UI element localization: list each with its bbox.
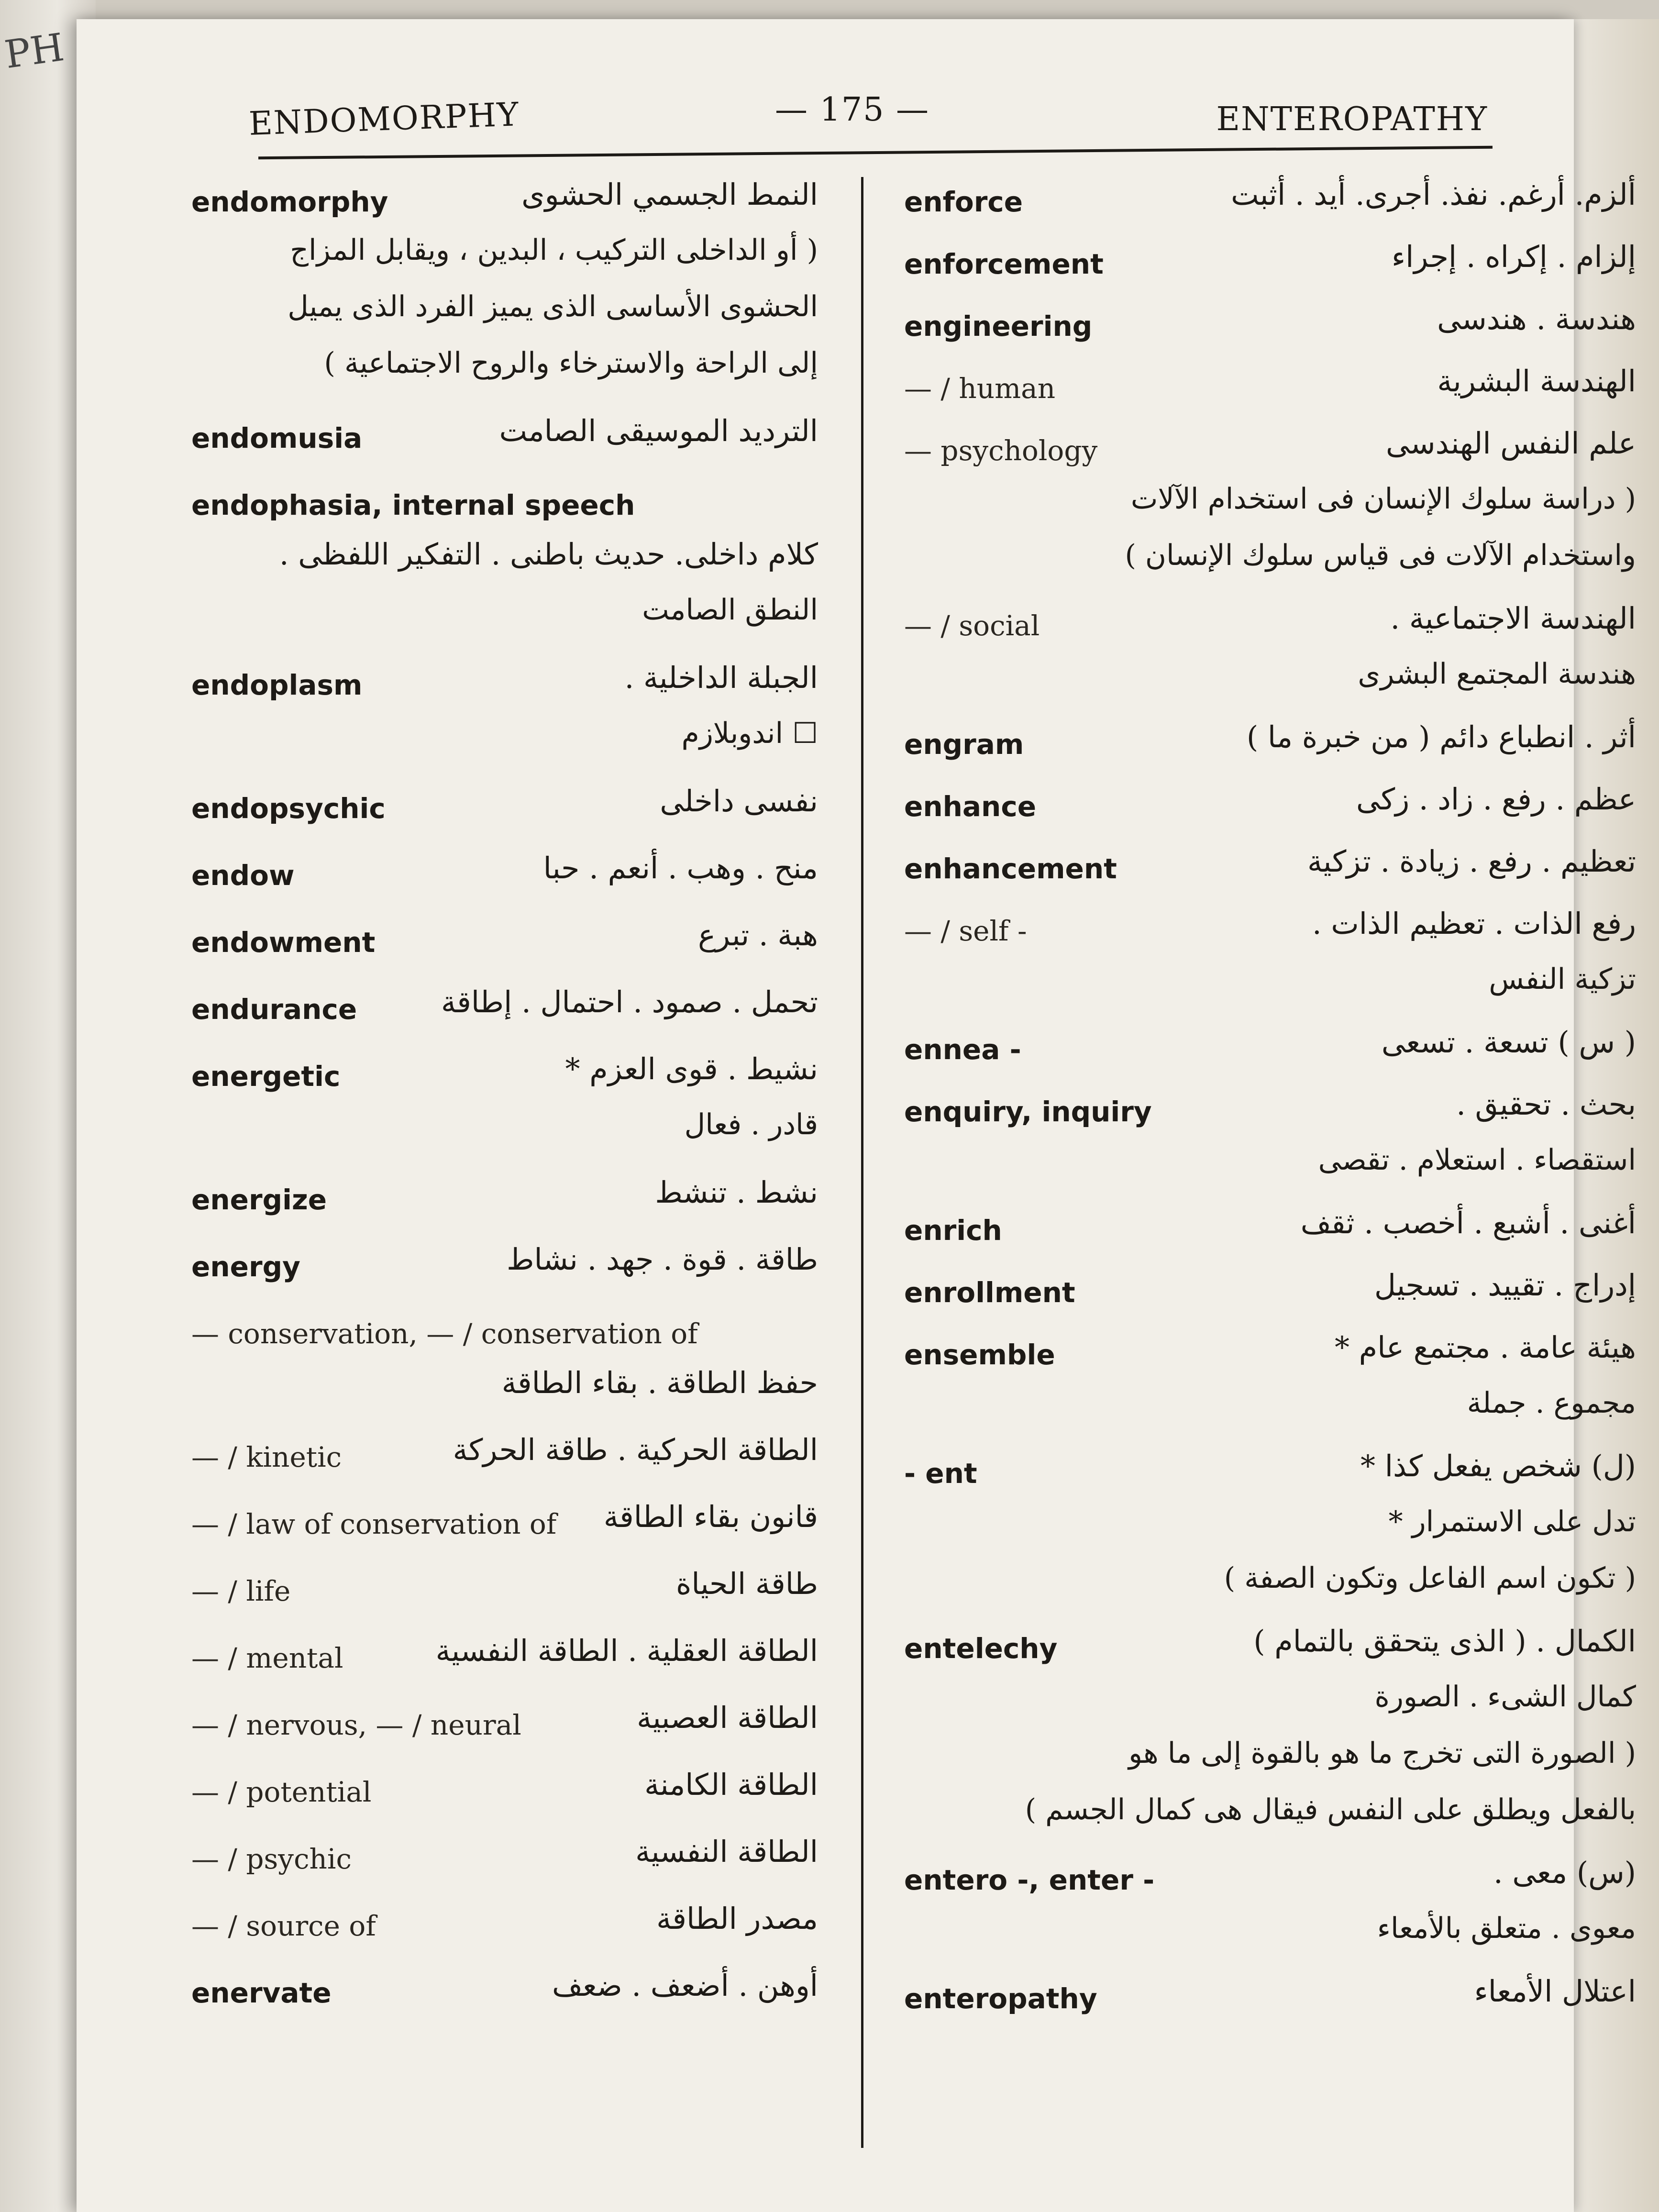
arabic-definition: نشيط . قوى العزم * (565, 1051, 818, 1086)
entry-term: entelechy (904, 1632, 1058, 1665)
sub-entry-term: — / life (191, 1575, 291, 1607)
entry-term: endopsychic (191, 792, 386, 825)
arabic-definition: عظم . رفع . زاد . زكى (1356, 782, 1636, 817)
arabic-definition: (ل) شخص يفعل كذا * (1360, 1449, 1636, 1483)
sub-entry-term: — / self - (904, 915, 1027, 947)
sub-entry-term: — / nervous, — / neural (191, 1709, 521, 1741)
arabic-definition: معوى . متعلق بالأمعاء (1377, 1912, 1636, 1945)
arabic-definition: أغنى . أشبع . أخصب . ثقف (1300, 1206, 1636, 1240)
arabic-definition: طاقة الحياة (675, 1566, 818, 1601)
sub-entry-term: — / mental (191, 1642, 343, 1674)
arabic-definition: ألزم. أرغم. نفذ. أجرى. أيد . أثبت (1231, 177, 1636, 212)
sub-entry-term: — / kinetic (191, 1441, 342, 1473)
arabic-definition: إلى الراحة والاسترخاء والروح الاجتماعية ) (324, 346, 818, 380)
arabic-definition: الطاقة النفسية (635, 1834, 818, 1869)
arabic-definition: النمط الجسمي الحشوى (521, 177, 818, 212)
arabic-definition: تحمل . صمود . احتمال . إطاقة (441, 984, 818, 1019)
arabic-definition: بحث . تحقيق . (1456, 1087, 1636, 1122)
arabic-definition: حفظ الطاقة . بقاء الطاقة (501, 1365, 818, 1400)
sub-entry-term: — / human (904, 372, 1056, 405)
entry-term: ensemble (904, 1338, 1055, 1371)
arabic-definition: رفع الذات . تعظيم الذات . (1312, 906, 1636, 941)
entry-term: enquiry, inquiry (904, 1095, 1152, 1128)
arabic-definition: أوهن . أضعف . ضعف (552, 1968, 818, 2003)
arabic-definition: نشط . تنشط (655, 1175, 818, 1210)
entry-term: enhance (904, 790, 1037, 823)
entry-term: endoplasm (191, 669, 363, 701)
arabic-definition: استقصاء . استعلام . تقصى (1318, 1143, 1636, 1177)
previous-page-fragment: PH (2, 24, 67, 77)
arabic-definition: الطاقة الكامنة (644, 1767, 818, 1802)
arabic-definition: ( س ) تسعة . تسعى (1381, 1025, 1636, 1060)
arabic-definition: أثر . انطباع دائم ( من خبرة ما ) (1247, 719, 1636, 754)
arabic-definition: (س) معى . (1493, 1855, 1636, 1890)
arabic-definition: ( الصورة التى تخرج ما هو بالقوة إلى ما هو (1128, 1736, 1636, 1770)
arabic-definition: نفسى داخلى (660, 784, 818, 818)
column-divider (861, 177, 863, 2148)
running-header (249, 81, 1488, 153)
header-last-entry: ENTEROPATHY (1216, 100, 1488, 138)
entry-term: energetic (191, 1060, 341, 1093)
entry-term: endowment (191, 926, 376, 959)
arabic-definition: مصدر الطاقة (656, 1901, 818, 1936)
arabic-definition: هندسة المجتمع البشرى (1358, 657, 1636, 691)
entry-term: enrich (904, 1214, 1002, 1247)
sub-entry-term: — conservation, — / conservation of (191, 1317, 698, 1350)
sub-entry-term: — / social (904, 609, 1040, 642)
entry-term: endomusia (191, 422, 363, 454)
arabic-definition: النطق الصامت (642, 593, 818, 627)
arabic-definition: كلام داخلى. حديث باطنى . التفكير اللفظى . (279, 537, 818, 572)
entry-term: engineering (904, 310, 1093, 343)
arabic-definition: الهندسة الاجتماعية . (1390, 601, 1636, 636)
entry-term: enforcement (904, 248, 1104, 280)
arabic-definition: بالفعل ويطلق على النفس فيقال هى كمال الجسم ) (1025, 1793, 1636, 1826)
arabic-definition: ( تكون اسم الفاعل وتكون الصفة ) (1224, 1561, 1636, 1595)
arabic-definition: واستخدام الآلات فى قياس سلوك الإنسان ) (1125, 539, 1636, 572)
entry-term: energy (191, 1250, 300, 1283)
arabic-definition: مجموع . جملة (1467, 1386, 1636, 1420)
sub-entry-term: — psychology (904, 434, 1098, 467)
sub-entry-term: — / law of conservation of (191, 1508, 557, 1540)
arabic-definition: ☐ اندوبلازم (681, 717, 818, 750)
dictionary-page (77, 19, 1636, 2212)
entry-term: enteropathy (904, 1982, 1097, 2015)
arabic-definition: هندسة . هندسى (1437, 301, 1636, 336)
arabic-definition: علم النفس الهندسى (1385, 426, 1636, 461)
arabic-definition: الطاقة العصبية (637, 1700, 818, 1735)
arabic-definition: قادر . فعال (684, 1108, 818, 1141)
entry-term: endophasia, internal speech (191, 489, 635, 521)
arabic-definition: تعظيم . رفع . زيادة . تزكية (1307, 844, 1636, 879)
arabic-definition: طاقة . قوة . جهد . نشاط (507, 1242, 818, 1277)
entry-term: enforce (904, 186, 1023, 218)
arabic-definition: الكمال . ( الذى يتحقق بالتمام ) (1253, 1624, 1636, 1659)
entry-term: energize (191, 1183, 327, 1216)
arabic-definition: إدراج . تقييد . تسجيل (1374, 1268, 1636, 1303)
arabic-definition: كمال الشىء . الصورة (1374, 1680, 1636, 1714)
entry-term: engram (904, 728, 1024, 761)
entry-term: endow (191, 859, 295, 892)
entry-term: entero -, enter - (904, 1864, 1155, 1896)
arabic-definition: هبة . تبرع (698, 918, 818, 952)
arabic-definition: ( دراسة سلوك الإنسان فى استخدام الآلات (1130, 482, 1636, 516)
entry-term: endomorphy (191, 186, 388, 218)
entry-term: enhancement (904, 852, 1117, 885)
arabic-definition: الجبلة الداخلية . (624, 660, 818, 695)
arabic-definition: اعتلال الأمعاء (1474, 1974, 1636, 2009)
arabic-definition: إلزام . إكراه . إجراء (1392, 239, 1636, 274)
sub-entry-term: — / potential (191, 1776, 372, 1808)
arabic-definition: تدل على الاستمرار * (1388, 1505, 1636, 1538)
arabic-definition: هيئة عامة . مجتمع عام * (1335, 1330, 1636, 1365)
entry-term: ennea - (904, 1033, 1021, 1066)
entry-term: enervate (191, 1977, 332, 2009)
arabic-definition: الترديد الموسيقى الصامت (499, 413, 818, 448)
arabic-definition: قانون بقاء الطاقة (603, 1499, 818, 1534)
header-first-entry: ENDOMORPHY (248, 96, 520, 143)
arabic-definition: الطاقة الحركية . طاقة الحركة (453, 1432, 818, 1467)
arabic-definition: الهندسة البشرية (1437, 364, 1636, 398)
entry-term: - ent (904, 1457, 977, 1490)
entry-term: endurance (191, 993, 357, 1026)
arabic-definition: الطاقة العقلية . الطاقة النفسية (435, 1633, 818, 1668)
arabic-definition: الحشوى الأساسى الذى يميز الفرد الذى يميل (288, 290, 818, 323)
entry-term: enrollment (904, 1276, 1075, 1309)
arabic-definition: ( أو الداخلى التركيب ، البدين ، ويقابل المزاج (290, 233, 818, 267)
sub-entry-term: — / source of (191, 1910, 376, 1942)
arabic-definition: تزكية النفس (1489, 962, 1636, 996)
arabic-definition: منح . وهب . أنعم . حبا (543, 851, 818, 885)
page-number: — 175 — (775, 91, 930, 129)
sub-entry-term: — / psychic (191, 1843, 352, 1875)
